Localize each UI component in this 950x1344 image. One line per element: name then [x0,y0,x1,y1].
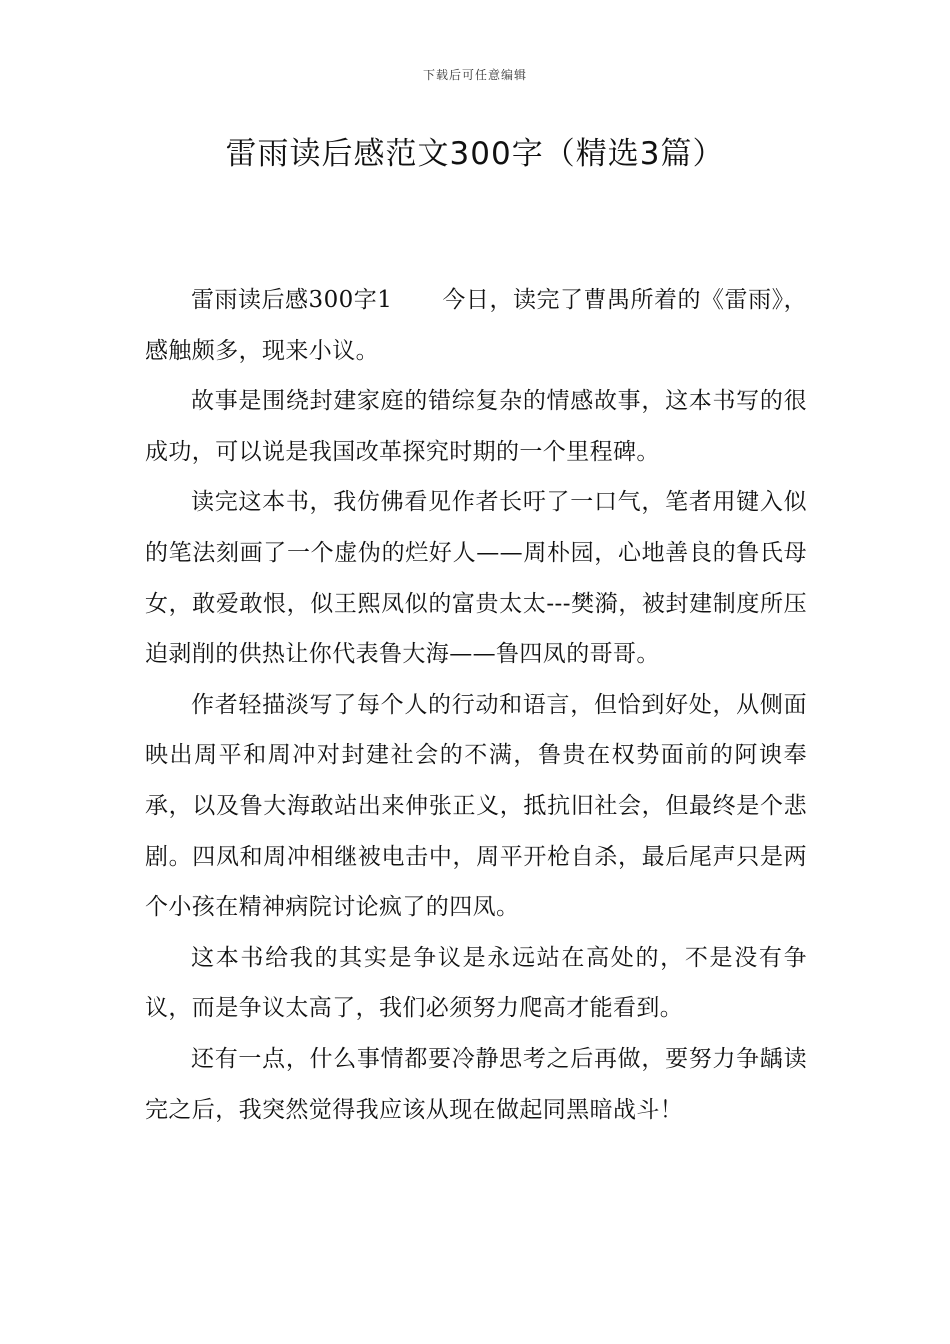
paragraph-3: 读完这本书，我仿佛看见作者长吁了一口气，笔者用键入似的笔法刻画了一个虚伪的烂好人——周朴园，心地善良的鲁氏母女，敢爱敢恨，似王熙凤似的富贵太太---樊漪，被封建制度所压迫剥削的供热让你代表鲁大海——鲁四凤的哥哥。 [145,489,807,668]
paragraph-4: 作者轻描淡写了每个人的行动和语言，但恰到好处，从侧面映出周平和周冲对封建社会的不满，鲁贵在权势面前的阿谀奉承，以及鲁大海敢站出来伸张正义，抵抗旧社会，但最终是个悲剧。四凤和周冲相继被电击中，周平开枪自杀，最后尾声只是两个小孩在精神病院讨论疯了的四凤。 [145,691,807,921]
paragraph-6: 还有一点，什么事情都要冷静思考之后再做，要努力争龋读完之后，我突然觉得我应该从现在做起同黑暗战斗！ [145,1045,807,1123]
paragraph-1 [145,275,807,376]
paragraph-5: 这本书给我的其实是争议是永远站在高处的，不是没有争议，而是争议太高了，我们必须努力爬高才能看到。 [145,944,807,1022]
document-body [145,275,807,1135]
header-note: 下载后可任意编辑 [422,68,527,82]
section-heading: 雷雨读后感300字1 [191,287,393,313]
document-title: 雷雨读后感范文300字（精选3篇） [225,136,725,172]
paragraph-2: 故事是围绕封建家庭的错综复杂的情感故事，这本书写的很成功，可以说是我国改革探究时期的一个里程碑。 [145,388,807,465]
paragraph-1-text: 今日，读完了曹禺所着的《雷雨》，感触颇多，现来小议。 [145,287,807,364]
